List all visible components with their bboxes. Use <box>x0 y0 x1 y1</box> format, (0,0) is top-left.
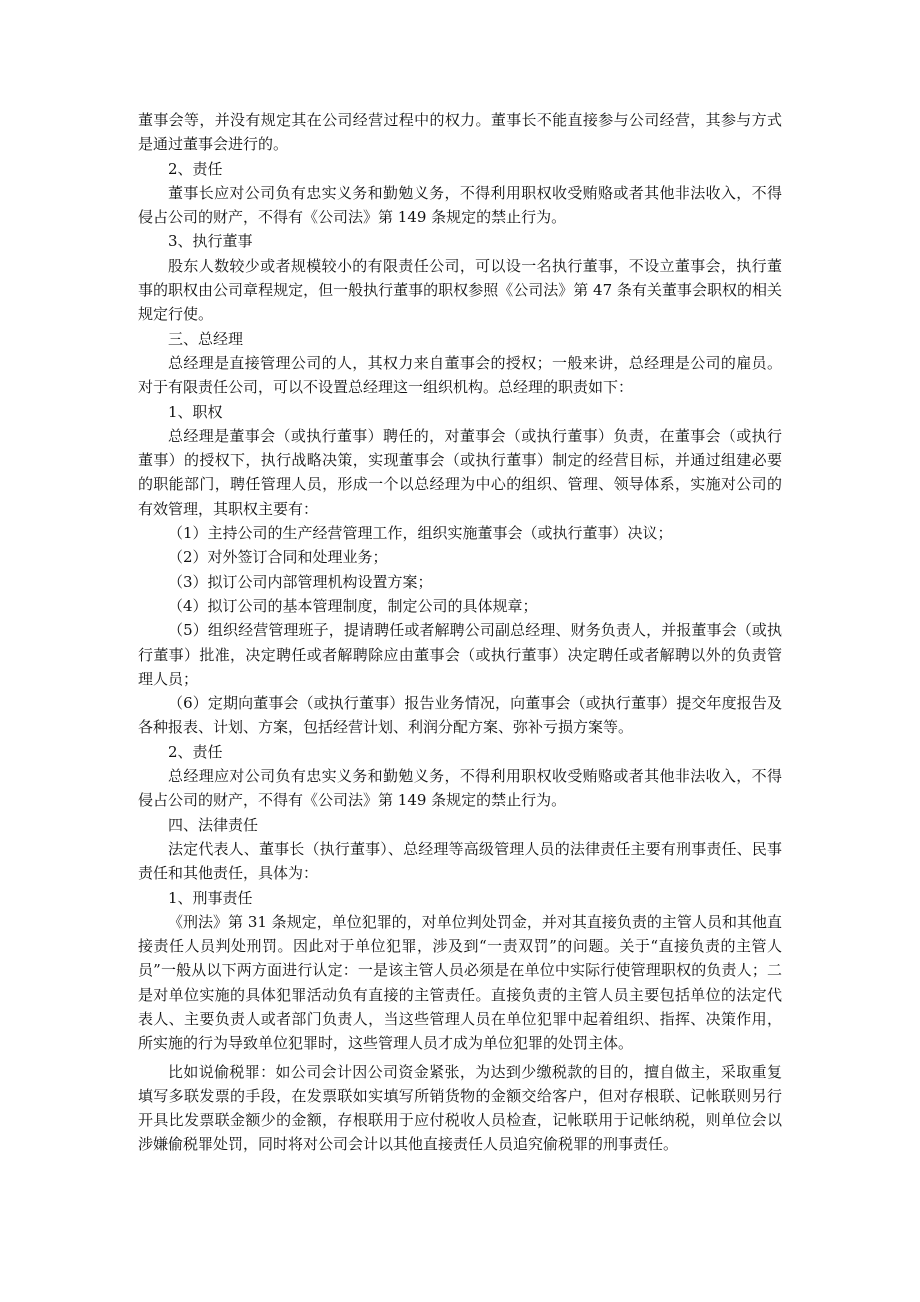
paragraph-8: 总经理是董事会（或执行董事）聘任的，对董事会（或执行董事）负责，在董事会（或执行董事）的授权下，执行战略决策，实现董事会（或执行董事）制定的经营目标，并通过组建必要的职能部门，聘任管理人员，形成一个以总经理为中心的组织、管理、领导体系，实施对公司的有效管理，其职权主要有： <box>138 426 782 518</box>
paragraph-16: 总经理应对公司负有忠实义务和勤勉义务，不得利用职权收受贿赂或者其他非法收入，不得侵占公司的财产，不得有《公司法》第 149 条规定的禁止行为。 <box>138 767 782 810</box>
paragraph-0: 董事会等，并没有规定其在公司经营过程中的权力。董事长不能直接参与公司经营，其参与方式是通过董事会进行的。 <box>138 111 782 154</box>
paragraph-18: 法定代表人、董事长（执行董事）、总经理等高级管理人员的法律责任主要有刑事责任、民事责任和其他责任，具体为： <box>138 839 782 883</box>
heading-criminal-liability: 1、刑事责任 <box>168 888 253 907</box>
paragraph-4: 股东人数较少或者规模较小的有限责任公司，可以设一名执行董事，不设立董事会，执行董事的职权由公司章程规定，但一般执行董事的职权参照《公司法》第 47 条有关董事会职权的相关规定行使。 <box>138 256 782 324</box>
list-item-4: （4）拟订公司的基本管理制度，制定公司的具体规章； <box>168 596 538 615</box>
heading-general-manager: 三、总经理 <box>168 329 244 348</box>
paragraph-2: 董事长应对公司负有忠实义务和勤勉义务，不得利用职权收受贿赂或者其他非法收入，不得侵占公司的财产，不得有《公司法》第 149 条规定的禁止行为。 <box>138 183 782 227</box>
list-item-2: （2）对外签订合同和处理业务； <box>168 548 388 567</box>
heading-legal-liability: 四、法律责任 <box>168 815 259 834</box>
list-item-6: （6）定期向董事会（或执行董事）报告业务情况，向董事会（或执行董事）提交年度报告及各种报表、计划、方案，包括经营计划、利润分配方案、弥补亏损方案等。 <box>138 694 782 737</box>
paragraph-6: 总经理是直接管理公司的人，其权力来自董事会的授权；一般来讲，总经理是公司的雇员。对于有限责任公司，可以不设置总经理这一组织机构。总经理的职责如下： <box>138 353 782 397</box>
paragraph-20: 《刑法》第 31 条规定，单位犯罪的，对单位判处罚金，并对其直接负责的主管人员和其他直接责任人员判处刑罚。因此对于单位犯罪，涉及到“一责双罚”的问题。关于“直接负责的主管人员”一般从以下两方面进行认定：一是该主管人员必须是在单位中实际行使管理职权的负责人；二是对单位实施的具体犯罪活动负有直接的主管责任。直接负责的主管人员主要包括单位的法定代表人、主要负责人或者部门负责人，当这些管理人员在单位犯罪中起着组织、指挥、决策作用，所实施的行为导致单位犯罪时，这些管理人员才成为单位犯罪的处罚主体。 <box>138 912 782 1053</box>
list-item-1: （1）主持公司的生产经营管理工作，组织实施董事会（或执行董事）决议； <box>168 524 673 543</box>
paragraph-21: 比如说偷税罪：如公司会计因公司资金紧张，为达到少缴税款的目的，擅自做主，采取重复填写多联发票的手段，在发票联如实填写所销货物的金额交给客户，但对存根联、记帐联则另行开具比发票联金额少的金额，存根联用于应付税收人员检查，记帐联用于记帐纳税，则单位会以涉嫌偷税罪处罚，同时将对公司会计以其他直接责任人员追究偷税罪的刑事责任。 <box>138 1062 782 1154</box>
list-item-5: （5）组织经营管理班子，提请聘任或者解聘公司副总经理、财务负责人，并报董事会（或执行董事）批准，决定聘任或者解聘除应由董事会（或执行董事）决定聘任或者解聘以外的负责管理人员； <box>138 621 782 688</box>
heading-executive-director: 3、执行董事 <box>168 232 253 251</box>
heading-responsibility: 2、责任 <box>168 159 223 178</box>
heading-authority: 1、职权 <box>168 402 223 421</box>
document-page <box>138 108 782 1157</box>
heading-gm-responsibility: 2、责任 <box>168 742 223 761</box>
list-item-3: （3）拟订公司内部管理机构设置方案； <box>168 572 433 591</box>
